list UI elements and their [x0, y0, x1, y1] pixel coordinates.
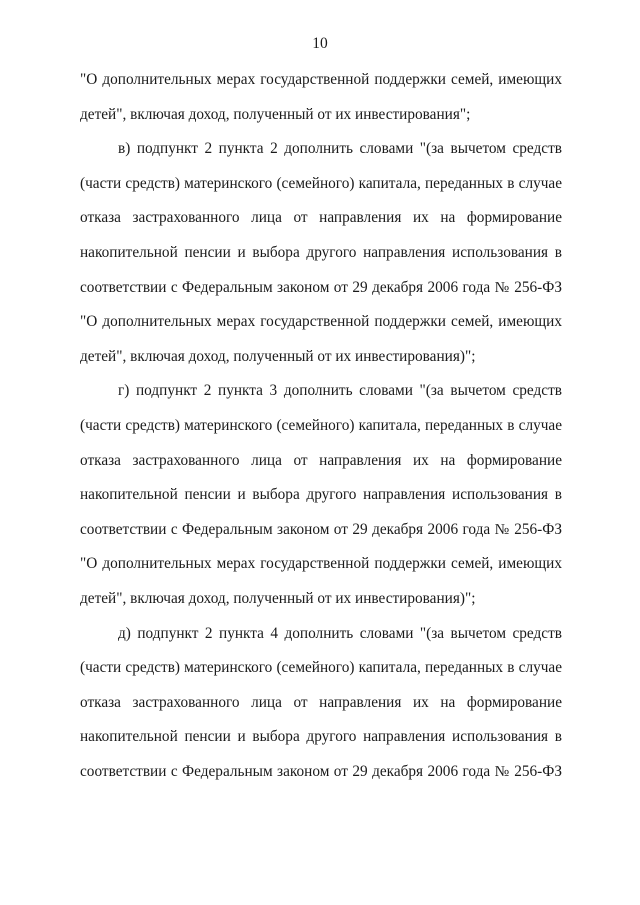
text-line: "О дополнительных мерах государственной поддержки семей, имеющих	[80, 71, 562, 88]
text-line: (части средств) материнского (семейного) капитала, переданных в случае	[80, 659, 562, 677]
text-line: отказа застрахованного лица от направления их на формирование	[80, 451, 562, 469]
text-line: в) подпункт 2 пункта 2 дополнить словами "(за вычетом средств	[118, 140, 562, 158]
text-line: накопительной пенсии и выбора другого направления использования в	[80, 728, 562, 746]
text-line: детей", включая доход, полученный от их инвестирования)";	[80, 590, 476, 607]
text-line: (части средств) материнского (семейного) капитала, переданных в случае	[80, 417, 562, 434]
text-line: детей", включая доход, полученный от их инвестирования)";	[80, 347, 476, 365]
text-line: соответствии с Федеральным законом от 29 декабря 2006 года № 256-ФЗ	[80, 520, 562, 538]
text-line: накопительной пенсии и выбора другого направления использования в	[80, 486, 562, 504]
text-line: отказа застрахованного лица от направления их на формирование	[80, 209, 562, 227]
text-line: накопительной пенсии и выбора другого направления использования в	[80, 244, 562, 261]
text-line: детей", включая доход, полученный от их инвестирования";	[80, 105, 471, 123]
text-line: (части средств) материнского (семейного) капитала, переданных в случае	[80, 174, 562, 192]
text-line: г) подпункт 2 пункта 3 дополнить словами "(за вычетом средств	[118, 382, 562, 400]
text-line: "О дополнительных мерах государственной поддержки семей, имеющих	[80, 313, 562, 331]
text-line: "О дополнительных мерах государственной поддержки семей, имеющих	[80, 555, 562, 573]
text-line: соответствии с Федеральным законом от 29 декабря 2006 года № 256-ФЗ	[80, 763, 562, 780]
text-line: д) подпункт 2 пункта 4 дополнить словами "(за вычетом средств	[118, 624, 562, 642]
text-line: отказа застрахованного лица от направления их на формирование	[80, 693, 562, 711]
page-number: 10	[312, 35, 328, 52]
text-line: соответствии с Федеральным законом от 29 декабря 2006 года № 256-ФЗ	[80, 278, 562, 296]
